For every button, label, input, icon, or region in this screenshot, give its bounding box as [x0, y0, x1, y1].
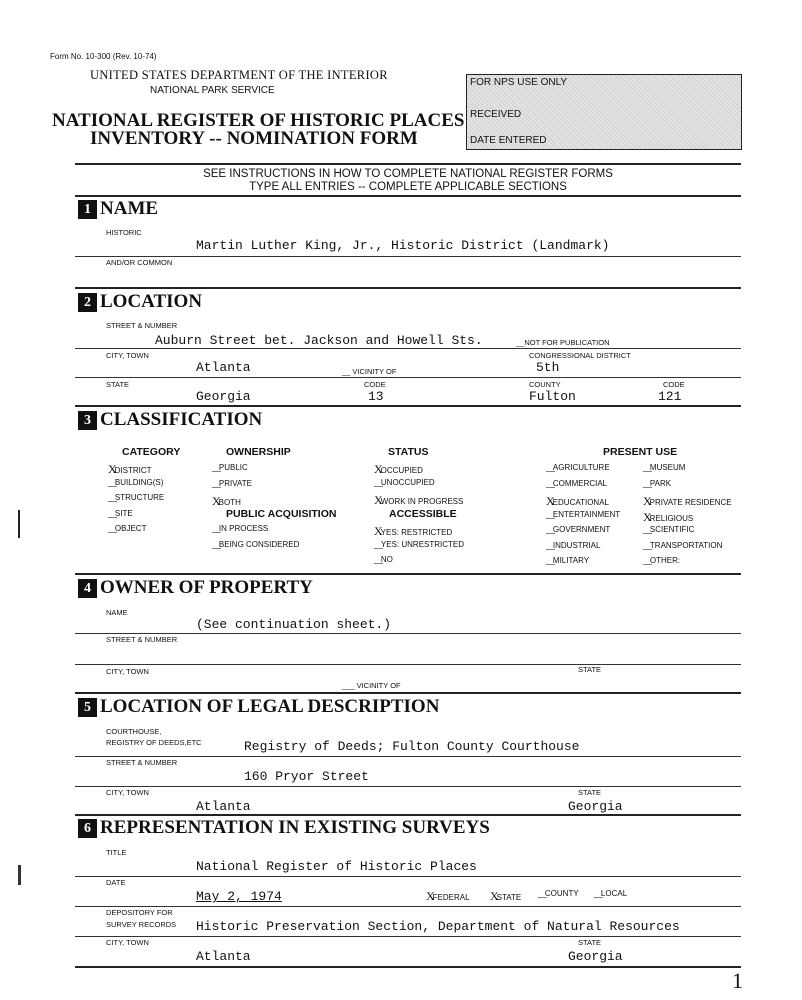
- blank-line: __: [546, 463, 555, 472]
- checkbox-private[interactable]: [212, 479, 252, 488]
- blank-line: __: [374, 555, 383, 564]
- registry-label: REGISTRY OF DEEDS,ETC: [106, 738, 202, 747]
- checkbox-label: YES: RESTRICTED: [380, 528, 453, 537]
- checkbox-label: WORK IN PROGRESS: [380, 497, 464, 506]
- checkbox-label: STRUCTURE: [114, 493, 165, 502]
- checkbox-in-process[interactable]: [212, 524, 268, 533]
- divider: [75, 195, 741, 197]
- checked-x-mark: X: [374, 462, 383, 476]
- checked-x-mark: X: [374, 493, 383, 507]
- checkbox-label: AGRICULTURE: [552, 463, 610, 472]
- vicinity-checkbox[interactable]: __ VICINITY OF: [342, 367, 397, 376]
- checkbox-scientific[interactable]: [643, 525, 694, 534]
- blank-line: __: [108, 493, 117, 502]
- section-number-badge: 3: [78, 411, 97, 430]
- checkbox-park[interactable]: [643, 479, 671, 488]
- blank-line: __: [546, 525, 555, 534]
- divider: [75, 936, 741, 937]
- checkbox-label: PRIVATE: [218, 478, 252, 488]
- checkbox-object[interactable]: [108, 524, 146, 533]
- survey-records-label: SURVEY RECORDS: [106, 920, 177, 929]
- checkbox-label: TRANSPORTATION: [649, 540, 723, 550]
- legal-state-label: STATE: [578, 788, 602, 797]
- blank-line: __: [643, 478, 652, 488]
- checkbox-label: COMMERCIAL: [552, 478, 608, 488]
- street-field[interactable]: Auburn Street bet. Jackson and Howell Sts.: [155, 333, 483, 348]
- checkbox-label: MILITARY: [552, 556, 590, 565]
- blank-line: __: [374, 477, 383, 487]
- legal-city-field[interactable]: Atlanta: [196, 799, 251, 814]
- accessible-heading: ACCESSIBLE: [389, 508, 457, 520]
- checkbox-yes-unrestricted[interactable]: [374, 540, 464, 549]
- checkbox-label: YES: UNRESTRICTED: [380, 539, 465, 549]
- checkbox-building-s[interactable]: [108, 478, 163, 487]
- divider: [75, 876, 741, 877]
- blank-line: __: [212, 463, 221, 472]
- checkbox-label: STATE: [496, 893, 522, 902]
- historic-label: HISTORIC: [106, 228, 142, 237]
- page-number-mark: 1: [732, 968, 743, 993]
- present-use-heading: PRESENT USE: [603, 446, 678, 458]
- checkbox-label: RELIGIOUS: [649, 513, 694, 523]
- blank-line: __: [212, 478, 221, 488]
- county-code-field[interactable]: 121: [658, 389, 682, 404]
- divider: [75, 664, 741, 665]
- owner-city-label: CITY, TOWN: [106, 667, 149, 676]
- divider: [75, 814, 741, 816]
- courthouse-field[interactable]: Registry of Deeds; Fulton County Courthouse: [244, 739, 580, 754]
- checkbox-government[interactable]: [546, 525, 610, 534]
- state-code-field[interactable]: 13: [368, 389, 384, 404]
- checked-x-mark: X: [426, 889, 435, 903]
- blank-line: __: [546, 556, 555, 565]
- checkbox-label: PRIVATE RESIDENCE: [649, 498, 732, 507]
- form-number: Form No. 10-300 (Rev. 10-74): [50, 52, 157, 61]
- checked-x-mark: X: [643, 509, 652, 524]
- blank-line: __: [643, 556, 652, 565]
- checked-x-mark: X: [108, 462, 117, 476]
- common-name-label: AND/OR COMMON: [106, 258, 173, 267]
- checkbox-yes-restricted[interactable]: [374, 524, 452, 539]
- received-field: RECEIVED: [470, 109, 522, 120]
- checkbox-state[interactable]: [490, 889, 521, 904]
- checkbox-unoccupied[interactable]: [374, 478, 435, 487]
- legal-city-label: CITY, TOWN: [106, 788, 149, 797]
- survey-city-label: CITY, TOWN: [106, 938, 149, 947]
- blank-line: __: [594, 889, 603, 898]
- courthouse-label: COURTHOUSE,: [106, 727, 162, 736]
- agency-name: NATIONAL PARK SERVICE: [150, 85, 275, 96]
- department-name: UNITED STATES DEPARTMENT OF THE INTERIOR: [90, 68, 388, 82]
- blank-line: __: [108, 508, 117, 518]
- survey-title-field[interactable]: National Register of Historic Places: [196, 859, 477, 874]
- section-title: LOCATION OF LEGAL DESCRIPTION: [100, 696, 440, 717]
- checked-x-mark: X: [490, 889, 499, 903]
- divider: [75, 756, 741, 757]
- checkbox-agriculture[interactable]: [546, 463, 610, 472]
- depository-label: DEPOSITORY FOR: [106, 908, 173, 917]
- checkbox-label: IN PROCESS: [218, 524, 269, 533]
- nps-use-only-box: [466, 74, 742, 150]
- checkbox-label: DISTRICT: [114, 466, 152, 475]
- section-number-badge: 6: [78, 819, 97, 838]
- section-number-badge: 4: [78, 579, 97, 598]
- checkbox-label: NO: [380, 555, 393, 564]
- blank-line: __: [212, 539, 221, 549]
- divider: [75, 573, 741, 575]
- blank-line: __: [374, 539, 383, 549]
- survey-date-field[interactable]: May 2, 1974: [196, 889, 282, 904]
- checkbox-label: ENTERTAINMENT: [552, 509, 621, 519]
- checkbox-label: INDUSTRIAL: [552, 540, 601, 550]
- state-field[interactable]: Georgia: [196, 389, 251, 404]
- checkbox-label: BUILDING(S): [114, 477, 164, 487]
- divider: [75, 786, 741, 787]
- checkbox-being-considered[interactable]: [212, 540, 299, 549]
- checkbox-label: LOCAL: [600, 889, 628, 898]
- section-title: REPRESENTATION IN EXISTING SURVEYS: [100, 817, 490, 838]
- binding-mark: [18, 865, 21, 885]
- survey-state-field[interactable]: Georgia: [568, 949, 623, 964]
- checkbox-label: COUNTY: [544, 889, 579, 898]
- owner-name-field[interactable]: (See continuation sheet.): [196, 617, 392, 632]
- historic-name-field[interactable]: Martin Luther King, Jr., Historic District (Landmark): [196, 238, 610, 253]
- owner-name-label: NAME: [106, 608, 128, 617]
- checkbox-both[interactable]: [212, 494, 241, 509]
- instructions-line1: SEE INSTRUCTIONS IN HOW TO COMPLETE NATIONAL REGISTER FORMS: [203, 168, 613, 180]
- nps-box-heading: FOR NPS USE ONLY: [470, 77, 568, 88]
- section-title: NAME: [100, 198, 159, 219]
- form-subtitle: INVENTORY -- NOMINATION FORM: [90, 128, 418, 149]
- checkbox-label: OBJECT: [114, 524, 147, 533]
- checkbox-federal[interactable]: [426, 889, 470, 904]
- survey-city-field[interactable]: Atlanta: [196, 949, 251, 964]
- city-label: CITY, TOWN: [106, 351, 149, 360]
- congressional-district-field[interactable]: 5th: [536, 360, 560, 375]
- checkbox-military[interactable]: [546, 556, 589, 565]
- owner-vicinity-checkbox[interactable]: ___ VICINITY OF: [342, 681, 401, 690]
- date-entered-field: DATE ENTERED: [470, 135, 547, 146]
- checkbox-public[interactable]: [212, 463, 248, 472]
- checkbox-county[interactable]: [538, 889, 579, 898]
- city-field[interactable]: Atlanta: [196, 360, 251, 375]
- legal-street-field[interactable]: 160 Pryor Street: [244, 769, 369, 784]
- instructions: [75, 168, 741, 194]
- blank-line: __: [546, 478, 555, 488]
- checked-x-mark: X: [546, 494, 555, 508]
- checkbox-label: BEING CONSIDERED: [218, 539, 300, 549]
- survey-title-label: TITLE: [106, 848, 127, 857]
- checkbox-no[interactable]: [374, 555, 393, 564]
- divider: [75, 163, 741, 165]
- checkbox-label: OCCUPIED: [380, 466, 423, 475]
- divider: [75, 692, 741, 694]
- checkbox-industrial[interactable]: [546, 541, 600, 550]
- form-title: NATIONAL REGISTER OF HISTORIC PLACES: [52, 110, 465, 131]
- depository-field[interactable]: Historic Preservation Section, Department of Natural Resources: [196, 919, 680, 934]
- checkbox-district[interactable]: [108, 462, 152, 477]
- ownership-heading: OWNERSHIP: [226, 446, 291, 458]
- checkbox-label: MUSEUM: [649, 463, 686, 472]
- legal-street-label: STREET & NUMBER: [106, 758, 178, 767]
- county-code-label: CODE: [663, 380, 685, 389]
- checkbox-label: UNOCCUPIED: [380, 477, 435, 487]
- divider: [75, 348, 741, 349]
- county-label: COUNTY: [529, 380, 561, 389]
- section-title: OWNER OF PROPERTY: [100, 577, 313, 598]
- state-code-label: CODE: [364, 380, 386, 389]
- divider: [75, 633, 741, 634]
- blank-line: __: [643, 540, 652, 550]
- owner-state-label: STATE: [578, 665, 602, 674]
- checkbox-entertainment[interactable]: [546, 510, 620, 519]
- checkbox-label: GOVERNMENT: [552, 525, 611, 534]
- checkbox-label: FEDERAL: [432, 893, 470, 902]
- checked-x-mark: X: [643, 494, 652, 508]
- blank-line: __: [108, 524, 117, 533]
- county-field[interactable]: Fulton: [529, 389, 576, 404]
- checkbox-other[interactable]: [643, 556, 680, 565]
- congressional-district-label: CONGRESSIONAL DISTRICT: [529, 351, 631, 360]
- blank-line: __: [538, 889, 547, 898]
- checkbox-label: EDUCATIONAL: [552, 498, 609, 507]
- checkbox-religious[interactable]: [643, 510, 693, 525]
- instructions-line2: TYPE ALL ENTRIES -- COMPLETE APPLICABLE SECTIONS: [249, 181, 567, 193]
- not-for-publication-checkbox[interactable]: __NOT FOR PUBLICATION: [516, 338, 610, 347]
- checkbox-label: SITE: [114, 508, 133, 518]
- checkbox-occupied[interactable]: [374, 462, 423, 477]
- checkbox-educational[interactable]: [546, 494, 609, 509]
- divider: [75, 377, 741, 378]
- public-acquisition-heading: PUBLIC ACQUISITION: [226, 508, 337, 520]
- blank-line: __: [643, 463, 652, 472]
- blank-line: __: [212, 524, 221, 533]
- legal-state-field[interactable]: Georgia: [568, 799, 623, 814]
- checkbox-private-residence[interactable]: [643, 494, 732, 509]
- checkbox-commercial[interactable]: [546, 479, 607, 488]
- divider: [75, 256, 741, 257]
- category-heading: CATEGORY: [122, 446, 181, 458]
- checkbox-label: PUBLIC: [218, 463, 248, 472]
- owner-street-label: STREET & NUMBER: [106, 635, 178, 644]
- blank-line: __: [546, 540, 555, 550]
- divider: [75, 405, 741, 407]
- binding-mark: [18, 510, 20, 538]
- checked-x-mark: X: [374, 524, 383, 538]
- status-heading: STATUS: [388, 446, 429, 458]
- checkbox-museum[interactable]: [643, 463, 685, 472]
- checkbox-label: PARK: [649, 478, 672, 488]
- street-label: STREET & NUMBER: [106, 321, 178, 330]
- section-title: CLASSIFICATION: [100, 409, 263, 430]
- checked-x-mark: X: [212, 494, 221, 508]
- checkbox-local[interactable]: [594, 889, 627, 898]
- checkbox-structure[interactable]: [108, 493, 164, 502]
- state-label: STATE: [106, 380, 130, 389]
- checkbox-site[interactable]: [108, 509, 133, 518]
- checkbox-label: OTHER:: [649, 556, 681, 565]
- divider: [75, 966, 741, 968]
- divider: [75, 906, 741, 907]
- section-number-badge: 2: [78, 293, 97, 312]
- section-number-badge: 5: [78, 698, 97, 717]
- survey-state-label: STATE: [578, 938, 602, 947]
- blank-line: __: [108, 477, 117, 487]
- section-number-badge: 1: [78, 200, 97, 219]
- checkbox-work-in-progress[interactable]: [374, 493, 463, 508]
- blank-line: __: [643, 525, 652, 534]
- section-title: LOCATION: [100, 291, 203, 312]
- divider: [75, 287, 741, 289]
- checkbox-transportation[interactable]: [643, 541, 722, 550]
- checkbox-label: BOTH: [218, 498, 241, 507]
- checkbox-label: SCIENTIFIC: [649, 525, 695, 534]
- blank-line: __: [546, 509, 555, 519]
- survey-date-label: DATE: [106, 878, 126, 887]
